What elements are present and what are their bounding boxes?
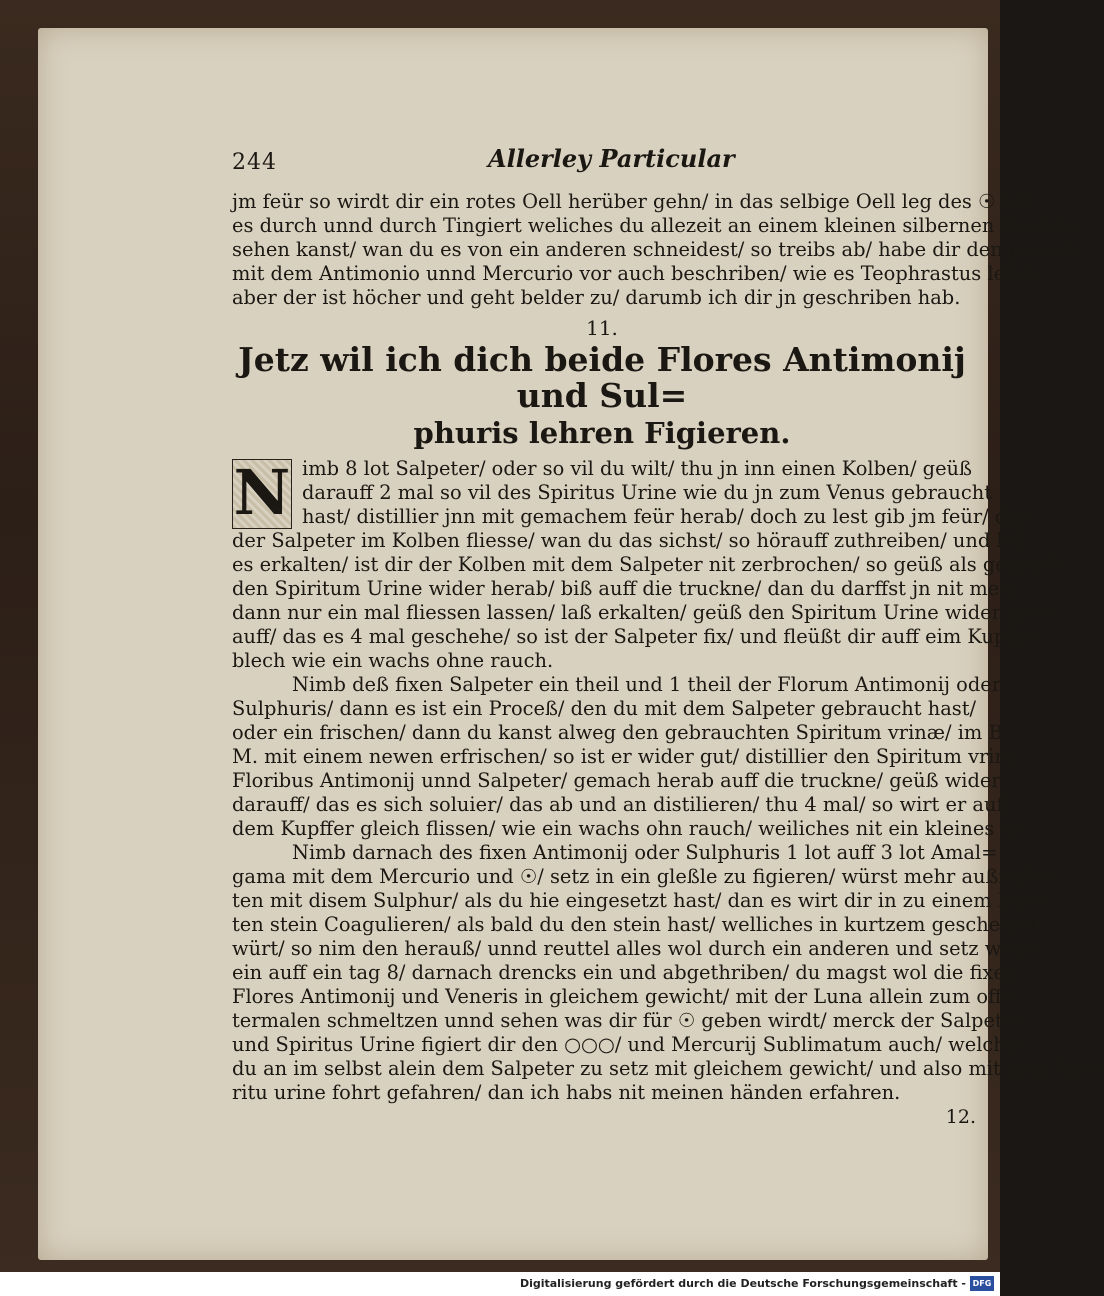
text-line: und Spiritus Urine figiert dir den ○○○/ und Mercurij Sublimatum auch/ welches bbox=[232, 1033, 1028, 1056]
text-line: oder ein frischen/ dann du kanst alweg den gebrauchten Spiritum vrinæ/ im B. bbox=[232, 721, 1009, 744]
text-line: den Spiritum Urine wider herab/ biß auff die truckne/ dan du darffst jn nit mehr bbox=[232, 577, 1022, 600]
text-line: Floribus Antimonij unnd Salpeter/ gemach herab auff die truckne/ geüß wider bbox=[232, 769, 1001, 792]
text-line: hast/ distillier jnn mit gemachem feür herab/ doch zu lest gib jm feür/ das bbox=[302, 505, 1029, 528]
text-line: es erkalten/ ist dir der Kolben mit dem Salpeter nit zerbrochen/ so geüß als gemach bbox=[232, 553, 1061, 576]
text-line: dem Kupffer gleich flissen/ wie ein wachs ohn rauch/ weiliches nit ein kleines ist. bbox=[232, 817, 1031, 840]
paragraph-3 bbox=[232, 841, 1104, 1105]
digitization-footer bbox=[0, 1272, 1000, 1296]
text-line: M. mit einem newen erfrischen/ so ist er wider gut/ distillier den Spiritum vrine bbox=[232, 745, 1019, 768]
text-line: mit dem Antimonio unnd Mercurio vor auch beschriben/ wie es Teophrastus lehrt/ bbox=[232, 262, 1042, 285]
section-number: 11. bbox=[586, 316, 618, 340]
text-line: imb 8 lot Salpeter/ oder so vil du wilt/ thu jn inn einen Kolben/ geüß bbox=[302, 457, 972, 480]
text-line: aber der ist höcher und geht belder zu/ darumb ich dir jn geschriben hab. bbox=[232, 286, 961, 309]
text-line: Nimb darnach des fixen Antimonij oder Sulphuris 1 lot auff 3 lot Amal= bbox=[292, 841, 998, 864]
document-page bbox=[38, 28, 1104, 1260]
text-line: auff/ das es 4 mal geschehe/ so ist der Salpeter fix/ und fleüßt dir auff eim Kupffer bbox=[232, 625, 1041, 648]
text-line: ritu urine fohrt gefahren/ dan ich habs nit meinen händen erfahren. bbox=[232, 1081, 901, 1104]
text-line: würt/ so nim den herauß/ unnd reuttel alles wol durch ein anderen und setz wider bbox=[232, 937, 1041, 960]
text-line: der Salpeter im Kolben fliesse/ wan du das sichst/ so hörauff zuthreiben/ und laß bbox=[232, 529, 1028, 552]
section-heading-line: phuris lehren Figieren. bbox=[413, 416, 791, 450]
page-content bbox=[228, 128, 1104, 1248]
paragraph-1 bbox=[232, 456, 1061, 673]
text-line: es durch unnd durch Tingiert weliches du allezeit an einem kleinen silbernen blechlin bbox=[232, 214, 1079, 237]
page-number: 244 bbox=[232, 150, 277, 175]
text-line: dann nur ein mal fliessen lassen/ laß erkalten/ geüß den Spiritum Urine wider dar= bbox=[232, 601, 1057, 624]
funding-notice: Digitalisierung gefördert durch die Deutsche Forschungsgemeinschaft - bbox=[519, 1277, 966, 1290]
text-line: gama mit dem Mercurio und ☉/ setz in ein gleßle zu figieren/ würst mehr außrich= bbox=[232, 865, 1054, 888]
catchword: 12. bbox=[945, 1106, 976, 1128]
section-heading bbox=[232, 342, 972, 451]
drop-cap-initial: N bbox=[233, 456, 291, 529]
text-line: darauff 2 mal so vil des Spiritus Urine wie du jn zum Venus gebraucht bbox=[302, 481, 993, 504]
text-line: jm feür so wirdt dir ein rotes Oell herüber gehn/ in das selbige Oell leg des ☉ biß bbox=[232, 190, 1034, 213]
running-title: Allerley Particular bbox=[488, 144, 735, 173]
dfg-logo-icon: DFG bbox=[970, 1276, 994, 1291]
text-line: darauff/ das es sich soluier/ das ab und an distilieren/ thu 4 mal/ so wirt er auff bbox=[232, 793, 1011, 816]
text-line: Flores Antimonij und Veneris in gleichem gewicht/ mit der Luna allein zum off= bbox=[232, 985, 1019, 1008]
text-line: ten mit disem Sulphur/ als du hie eingesetzt hast/ dan es wirt dir in zu einem har= bbox=[232, 889, 1048, 912]
text-line: blech wie ein wachs ohne rauch. bbox=[232, 649, 554, 672]
text-line: sehen kanst/ wan du es von ein anderen schneidest/ so treibs ab/ habe dir den proceß bbox=[232, 238, 1078, 261]
body-text bbox=[232, 190, 1104, 1105]
text-line: Nimb deß fixen Salpeter ein theil und 1 theil der Florum Antimonij oder bbox=[292, 673, 1001, 696]
text-line: ten stein Coagulieren/ als bald du den stein hast/ welliches in kurtzem geschehen bbox=[232, 913, 1037, 936]
text-line: ein auff ein tag 8/ darnach drencks ein und abgethriben/ du magst wol die fixen bbox=[232, 961, 1018, 984]
paragraph-2 bbox=[232, 673, 1031, 841]
section-heading-line: Jetz wil ich dich beide Flores Antimonij und Sul= bbox=[238, 340, 966, 415]
text-line: Sulphuris/ dann es ist ein Proceß/ den du mit dem Salpeter gebraucht hast/ bbox=[232, 697, 977, 720]
running-head bbox=[228, 136, 988, 176]
text-line: termalen schmeltzen unnd sehen was dir für ☉ geben wirdt/ merck der Salpeter bbox=[232, 1009, 1024, 1032]
text-line: du an im selbst alein dem Salpeter zu setz mit gleichem gewicht/ und also mit dem Spi= bbox=[232, 1057, 1104, 1080]
